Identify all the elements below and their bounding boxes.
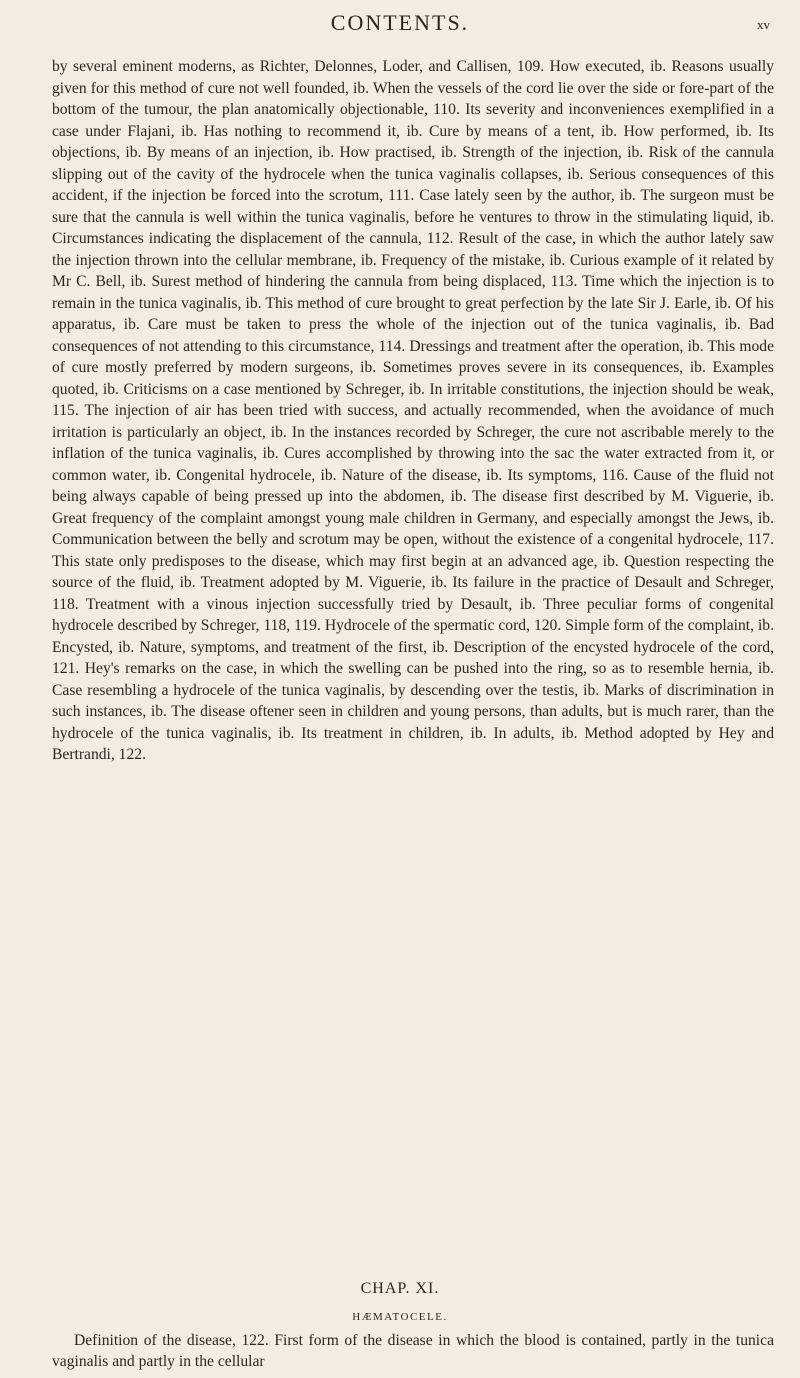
contents-paragraph: by several eminent moderns, as Richter, Delonnes, Loder, and Callisen, 109. How executed, ib. Reasons usually given for this method of cure not well founded, ib. When the vessels of the cord lie over the side or fore-part of the bottom of the tumour, the plan anatomically objectionable, 110. Its severity and inconveniences exemplified in a case under Flajani, ib. Has nothing to recommend it, ib. Cure by means of a tent, ib. How performed, ib. Its objections, ib. By means of an injection, ib. How practised, ib. Strength of the injection, ib. Risk of the cannula slipping out of the cavity of the hydrocele when the tunica vaginalis collapses, ib. Serious consequences of this accident, if the injection be forced into the scrotum, 111. Case lately seen by the author, ib. The surgeon must be sure that the cannula is well within the tunica vaginalis, before he ventures to throw in the stimulating liquid, ib. Circumstances indicating the displacement of the cannula, 112. Result of the case, in which the author lately saw the injection thrown into the cellular membrane, ib. Frequency of the mistake, ib. Curious example of it related by Mr C. Bell, ib. Surest method of hindering the cannula from being displaced, 113. Time which the injection is to remain in the tunica vaginalis, ib. This method of cure brought to great perfection by the late Sir J. Earle, ib. Of his apparatus, ib. Care must be taken to press the whole of the injection out of the tunica vaginalis, ib. Bad consequences of not attending to this circumstance, 114. Dressings and treatment after the operation, ib. This mode of cure mostly preferred by modern surgeons, ib. Sometimes proves severe in its consequences, ib. Examples quoted, ib. Criticisms on a case mentioned by Schreger, ib. In irritable constitutions, the injection should be weak, 115. The injection of air has been tried with success, and actually recommended, when the avoidance of much irritation is particularly an object, ib. In the instances recorded by Schreger, the cure not ascribable merely to the inflation of the tunica vaginalis, ib. Cures accomplished by throwing into the sac the water extracted from it, or common water, ib. Congenital hydrocele, ib. Nature of the disease, ib. Its symptoms, 116. Cause of the fluid not being always capable of being pressed up into the abdomen, ib. The disease first described by M. Viguerie, ib. Great frequency of the complaint amongst young male children in Germany, and especially amongst the Jews, ib. Communication between the belly and scrotum may be open, without the existence of a congenital hydrocele, 117. This state only predisposes to the disease, which may first begin at an advanced age, ib. Question respecting the source of the fluid, ib. Treatment adopted by M. Viguerie, ib. Its failure in the practice of Desault and Schreger, 118. Treatment with a vinous injection successfully tried by Desault, ib. Three peculiar forms of congenital hydrocele described by Schreger, 118, 119. Hydrocele of the spermatic cord, 120. Simple form of the complaint, ib. Encysted, ib. Nature, symptoms, and treatment of the first, ib. Description of the encysted hydrocele of the cord, 121. Hey's remarks on the case, in which the swelling can be pushed into the ring, so as to resemble hernia, ib. Case resembling a hydrocele of the tunica vaginalis, by descending over the testis, ib. Marks of discrimination in such instances, ib. The disease oftener seen in children and young persons, than adults, but is much rarer, than the hydrocele of the tunica vaginalis, ib. Its treatment in children, ib. In adults, ib. Method adopted by Hey and Bertrandi, 122. — [52, 58, 774, 763]
chapter-summary: Definition of the disease, 122. First form of the disease in which the blood is contained, partly in the tunica vaginalis and partly in the cellular — [52, 1332, 774, 1370]
running-head: CONTENTS. — [330, 10, 470, 35]
chapter-heading: CHAP. XI. — [360, 1280, 440, 1297]
chapter-title: HÆMATOCELE. — [352, 1311, 448, 1323]
page-number: xv — [757, 17, 770, 32]
